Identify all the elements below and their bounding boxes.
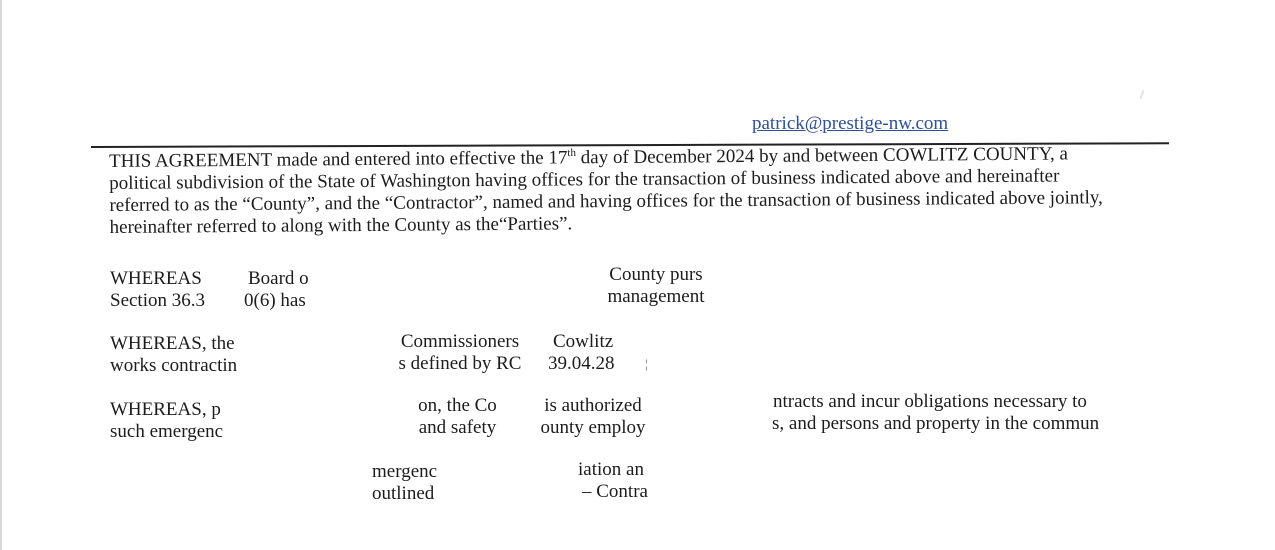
clause-4-col-b: iation an – Contra bbox=[578, 459, 648, 502]
whereas-1-col-c: County purs management bbox=[607, 264, 705, 307]
whereas-3-col-a: WHEREAS, p such emergenc bbox=[110, 399, 224, 442]
clause-4-col-a: mergenc outlined bbox=[372, 461, 438, 504]
whereas-2-col-a: WHEREAS, the works contractin bbox=[110, 333, 238, 376]
contact-email-link[interactable]: patrick@prestige-nw.com bbox=[752, 113, 949, 134]
whereas-3-col-d: ntracts and incur obligations necessary to s, and persons and property in the commun bbox=[772, 391, 1100, 434]
intro-line-3: referred to as the “County”, and the “Contractor”, named and having offices for the transaction of business indicated above jointly, bbox=[109, 187, 1103, 216]
whereas-2-col-c: Cowlitz 39.04.28 bbox=[548, 331, 615, 374]
intro-line-4: hereinafter referred to along with the County as the“Parties”. bbox=[109, 213, 573, 238]
intro-line-2: political subdivision of the State of Washington having offices for the transaction of business indicated above and hereinafter bbox=[109, 165, 1060, 194]
whereas-3-col-c: is authorized ounty employ bbox=[540, 395, 646, 438]
intro-line-1: THIS AGREEMENT made and entered into effective the 17th day of December 2024 by and between COWLITZ COUNTY, a bbox=[109, 143, 1068, 172]
whereas-2-mark: ¦ bbox=[645, 356, 648, 371]
agreement-intro-paragraph bbox=[109, 143, 1180, 239]
page-left-edge bbox=[0, 0, 2, 550]
whereas-1-col-a: WHEREAS Section 36.3 bbox=[110, 268, 205, 311]
whereas-3-col-b: on, the Co and safety bbox=[418, 395, 497, 438]
whereas-2-col-b: Commissioners s defined by RC bbox=[398, 331, 522, 374]
whereas-1-col-b: Board o 0(6) has bbox=[244, 268, 309, 311]
scan-speck bbox=[1140, 90, 1145, 99]
